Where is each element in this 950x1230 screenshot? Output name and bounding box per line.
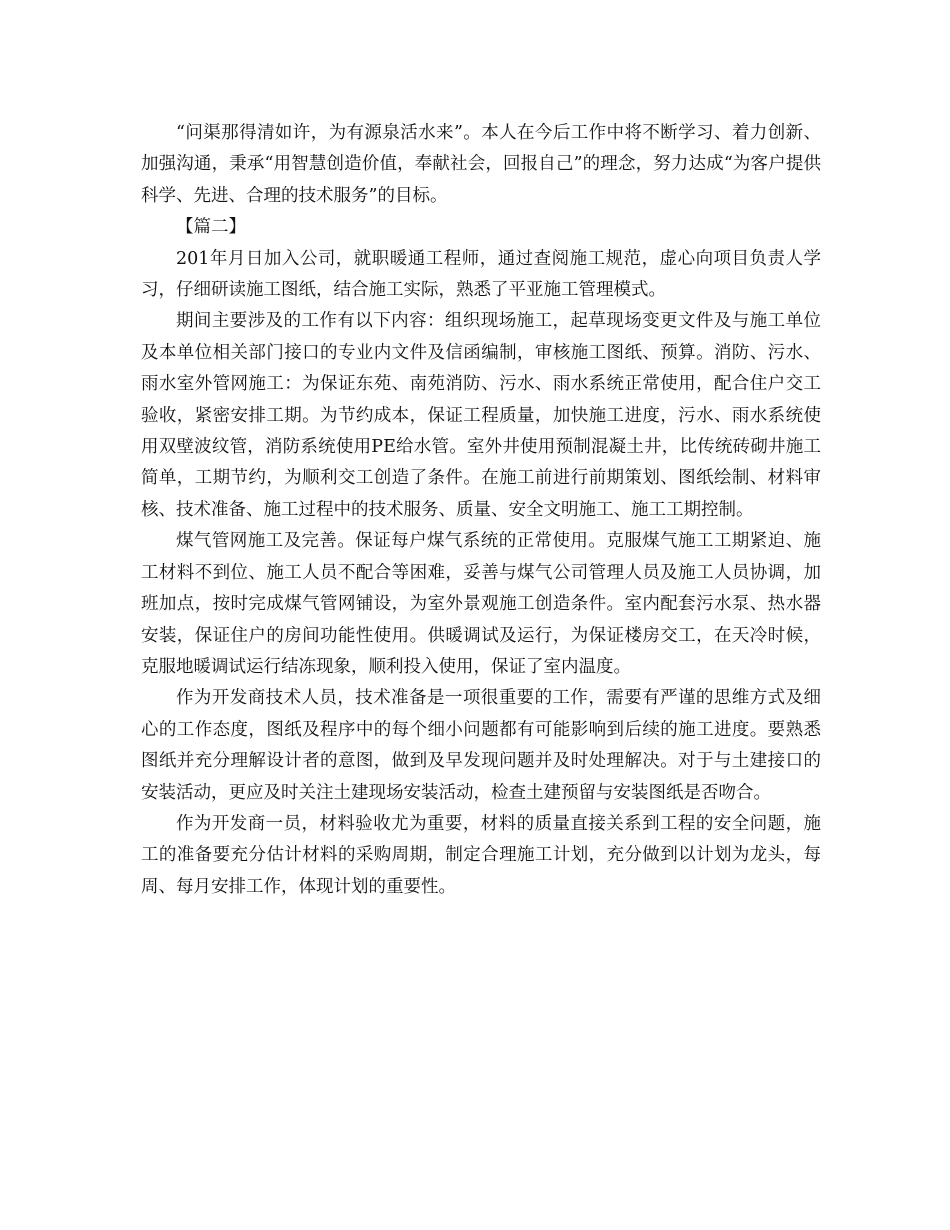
paragraph-2: 201年月日加入公司，就职暖通工程师，通过查阅施工规范，虚心向项目负责人学习，仔细研读施工图纸，结合施工实际，熟悉了平亚施工管理模式。 — [141, 248, 821, 301]
paragraph-3: 期间主要涉及的工作有以下内容：组织现场施工，起草现场变更文件及与施工单位及本单位相关部门接口的专业内文件及信函编制，审核施工图纸、预算。消防、污水、雨水室外管网施工：为保证东苑、南苑消防、污水、雨水系统正常使用，配合住户交工验收，紧密安排工期。为节约成本，保证工程质量，加快施工进度，污水、雨水系统使用双壁波纹管，消防系统使用PE给水管。室外井使用预制混凝土井，比传统砖砌井施工简单，工期节约，为顺利交工创造了条件。在施工前进行前期策划、图纸绘制、材料审核、技术准备、施工过程中的技术服务、质量、安全文明施工、施工工期控制。 — [141, 311, 821, 520]
section-heading: 【篇二】 — [176, 217, 246, 238]
paragraph-6: 作为开发商一员，材料验收尤为重要，材料的质量直接关系到工程的安全问题，施工的准备要充分估计材料的采购周期，制定合理施工计划，充分做到以计划为龙头，每周、每月安排工作，体现计划的重要性。 — [141, 813, 821, 897]
document-page — [141, 118, 821, 903]
paragraph-5: 作为开发商技术人员，技术准备是一项很重要的工作，需要有严谨的思维方式及细心的工作态度，图纸及程序中的每个细小问题都有可能影响到后续的施工进度。要熟悉图纸并充分理解设计者的意图，做到及早发现问题并及时处理解决。对于与土建接口的安装活动，更应及时关注土建现场安装活动，检查土建预留与安装图纸是否吻合。 — [141, 688, 821, 803]
paragraph-1: “问渠那得清如许，为有源泉活水来”。本人在今后工作中将不断学习、着力创新、加强沟通，秉承“用智慧创造价值，奉献社会，回报自己”的理念，努力达成“为客户提供科学、先进、合理的技术服务”的目标。 — [141, 123, 821, 206]
paragraph-4: 煤气管网施工及完善。保证每户煤气系统的正常使用。克服煤气施工工期紧迫、施工材料不到位、施工人员不配合等困难，妥善与煤气公司管理人员及施工人员协调，加班加点，按时完成煤气管网铺设，为室外景观施工创造条件。室内配套污水泵、热水器安装，保证住户的房间功能性使用。供暖调试及运行，为保证楼房交工，在天冷时候，克服地暖调试运行结冻现象，顺利投入使用，保证了室内温度。 — [141, 531, 821, 677]
